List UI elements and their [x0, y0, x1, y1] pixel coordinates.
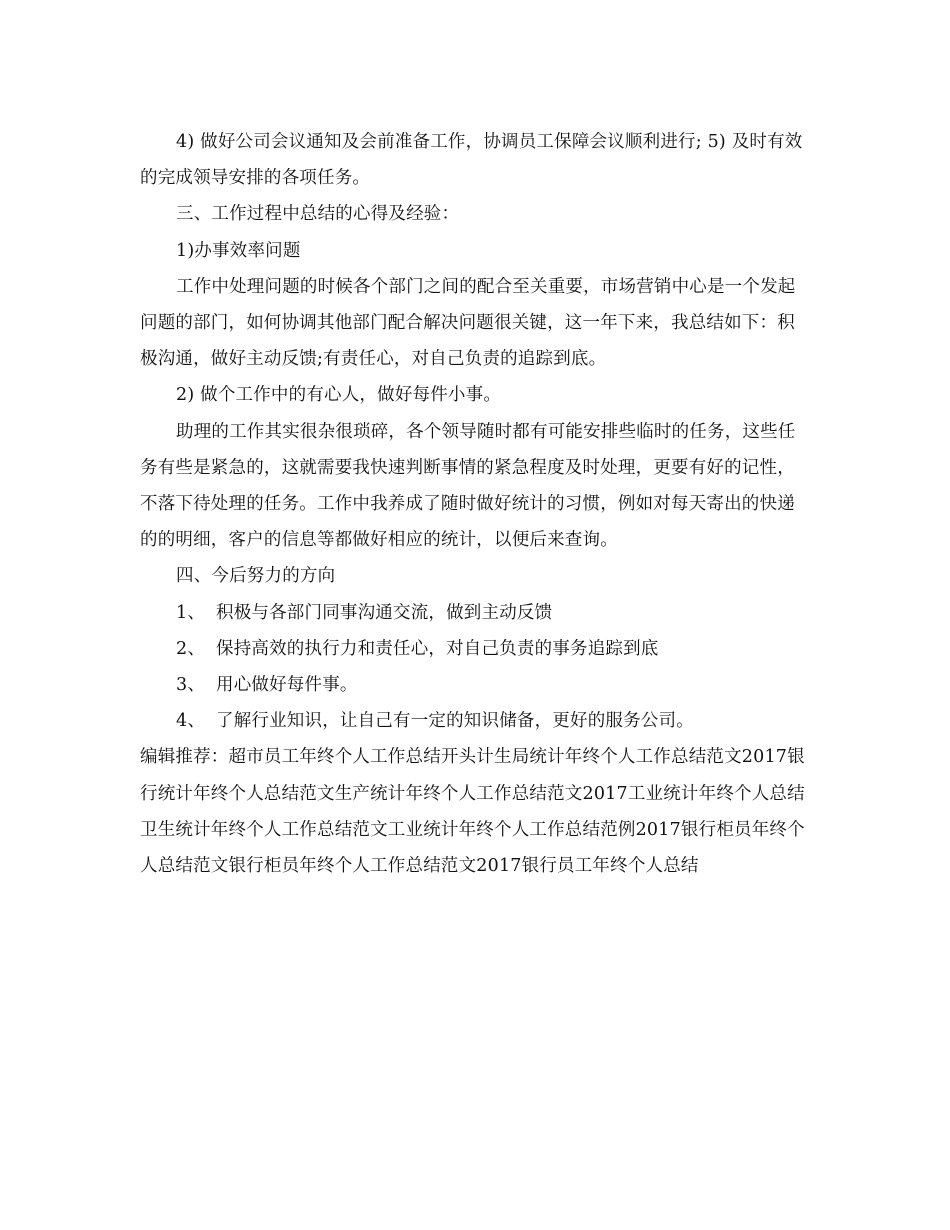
list-text: 保持高效的执行力和责任心，对自己负责的事务追踪到底 — [216, 638, 659, 659]
list-number: 1、 — [176, 602, 206, 623]
list-item — [140, 667, 805, 703]
paragraph-assistant-work: 助理的工作其实很杂很琐碎，各个领导随时都有可能安排些临时的任务，这些任务有些是紧急的，这就需要我快速判断事情的紧急程度及时处理，更要有好的记性，不落下待处理的任务。工作中我养成了随时做好统计的习惯，例如对每天寄出的快递的的明细，客户的信息等都做好相应的统计，以便后来查询。 — [140, 421, 796, 551]
list-number: 4、 — [176, 711, 206, 732]
editor-recommendations: 编辑推荐：超市员工年终个人工作总结开头计生局统计年终个人工作总结范文2017银行统计年终个人总结范文生产统计年终个人工作总结范文2017工业统计年终个人总结卫生统计年终个人工作总结范文工业统计年终个人工作总结范例2017银行柜员年终个人总结范文银行柜员年终个人工作总结范文2017银行员工年终个人总结 — [140, 747, 805, 877]
paragraph-duties-4-5: 4) 做好公司会议通知及会前准备工作，协调员工保障会议顺利进行; 5) 及时有效的完成领导安排的各项任务。 — [140, 132, 803, 189]
section-heading-future: 四、今后努力的方向 — [176, 566, 336, 587]
list-text: 了解行业知识，让自己有一定的知识储备，更好的服务公司。 — [216, 711, 694, 732]
list-number: 2、 — [176, 638, 206, 659]
list-item — [140, 703, 805, 739]
document-body — [140, 124, 805, 884]
subheading-attentive: 2) 做个工作中的有心人，做好每件小事。 — [176, 385, 502, 406]
list-number: 3、 — [176, 675, 206, 696]
list-item — [140, 631, 805, 667]
section-heading-experience: 三、工作过程中总结的心得及经验： — [176, 204, 460, 225]
subheading-efficiency: 1)办事效率问题 — [176, 240, 301, 261]
paragraph-efficiency: 工作中处理问题的时候各个部门之间的配合至关重要，市场营销中心是一个发起问题的部门，如何协调其他部门配合解决问题很关键，这一年下来，我总结如下：积极沟通，做好主动反馈;有责任心，对自己负责的追踪到底。 — [140, 276, 796, 370]
list-text: 积极与各部门同事沟通交流，做到主动反馈 — [216, 602, 553, 623]
list-item — [140, 595, 805, 631]
list-text: 用心做好每件事。 — [216, 675, 358, 696]
